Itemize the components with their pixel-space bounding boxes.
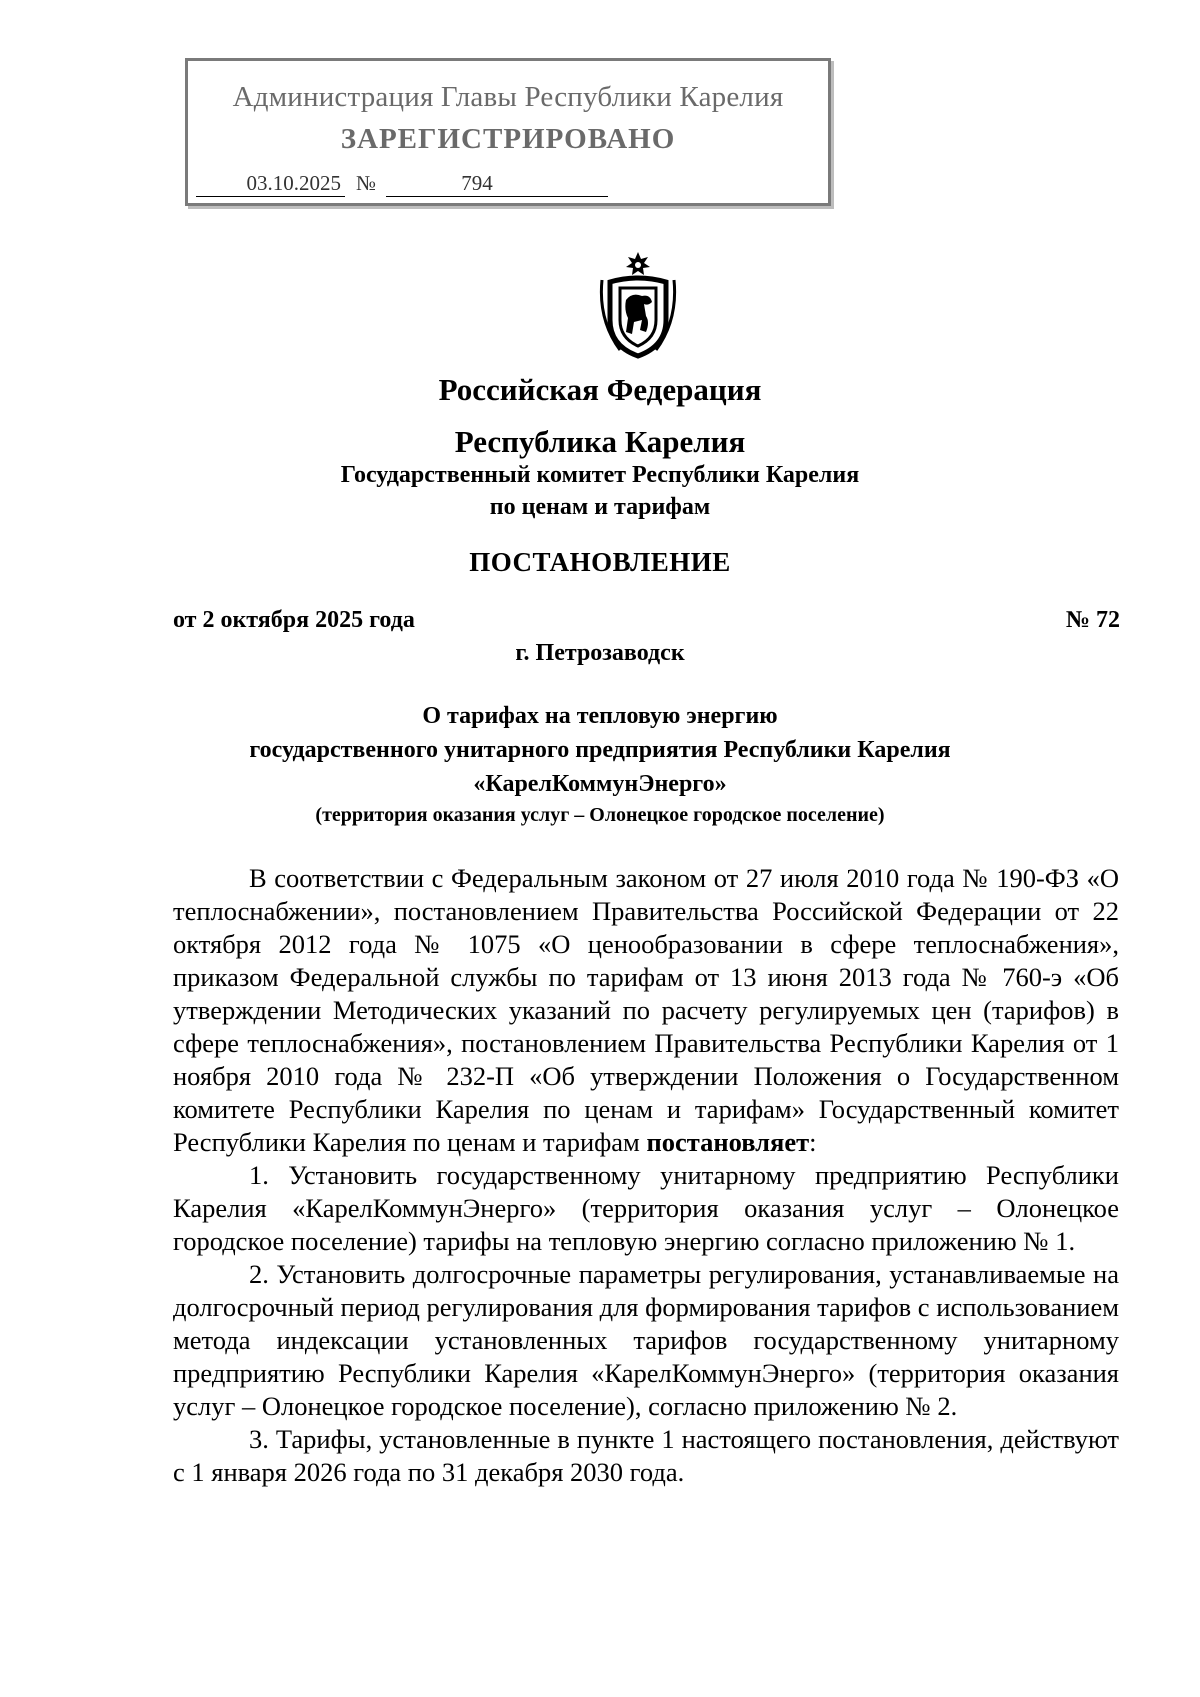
stamp-authority: Администрация Главы Республики Карелия — [232, 81, 784, 113]
item-3: 3. Тарифы, установленные в пункте 1 настоящего постановления, действуют с 1 января 2026 года по 31 декабря 2030 года. — [173, 1424, 1119, 1487]
preamble-decree-word: постановляет — [646, 1127, 810, 1157]
committee-heading-line1: Государственный комитет Республики Карелия — [340, 462, 860, 488]
preamble-paragraph — [173, 862, 1119, 1159]
stamp-number: 794 — [386, 171, 608, 197]
document-date: от 2 октября 2025 года — [173, 607, 415, 633]
preamble-end: : — [809, 1127, 817, 1157]
title-line1: О тарифах на тепловую энергию — [422, 703, 778, 729]
document-type: ПОСТАНОВЛЕНИЕ — [469, 547, 731, 577]
title-line4: (территория оказания услуг – Олонецкое городское поселение) — [315, 804, 885, 826]
stamp-number-sign: № — [356, 171, 377, 195]
preamble-text: В соответствии с Федеральным законом от 27 июля 2010 года № 190-ФЗ «О теплоснабжении», постановлением Правительства Российской Федерации от 22 октября 2012 года № 1075 «О ценообразовании в сфере теплоснабжения», приказом Федеральной службы по тарифам от 13 июня 2013 года № 760-э «Об утверждении Методических указаний по расчету регулируемых цен (тарифов) в сфере теплоснабжения», постановлением Правительства Республики Карелия от 1 ноября 2010 года № 232-П «Об утверждении Положения о Государственном комитете Республики Карелия по ценам и тарифам» Государственный комитет Республики Карелия по ценам и тарифам — [173, 863, 1119, 1157]
stamp-date: 03.10.2025 — [196, 171, 345, 197]
republic-heading: Республика Карелия — [454, 424, 746, 459]
document-body — [173, 862, 1119, 1489]
document-number: № 72 — [1065, 607, 1120, 633]
item-1: 1. Установить государственному унитарному предприятию Республики Карелия «КарелКоммунЭнерго» (территория оказания услуг – Олонецкое городское поселение) тарифы на тепловую энергию согласно приложению № 1. — [173, 1160, 1119, 1256]
title-line3: «КарелКоммунЭнерго» — [473, 771, 727, 797]
title-line2: государственного унитарного предприятия Республики Карелия — [249, 737, 951, 763]
country-heading: Российская Федерация — [438, 372, 762, 407]
document-city: г. Петрозаводск — [515, 640, 685, 666]
coat-of-arms-icon — [598, 250, 678, 360]
registration-stamp — [185, 58, 831, 206]
committee-heading-line2: по ценам и тарифам — [489, 494, 711, 520]
item-2: 2. Установить долгосрочные параметры регулирования, устанавливаемые на долгосрочный период регулирования для формирования тарифов с использованием метода индексации установленных тарифов государственному унитарному предприятию Республики Карелия «КарелКоммунЭнерго» (территория оказания услуг – Олонецкое городское поселение), согласно приложению № 2. — [173, 1259, 1119, 1421]
stamp-registered: ЗАРЕГИСТРИРОВАНО — [340, 123, 676, 155]
